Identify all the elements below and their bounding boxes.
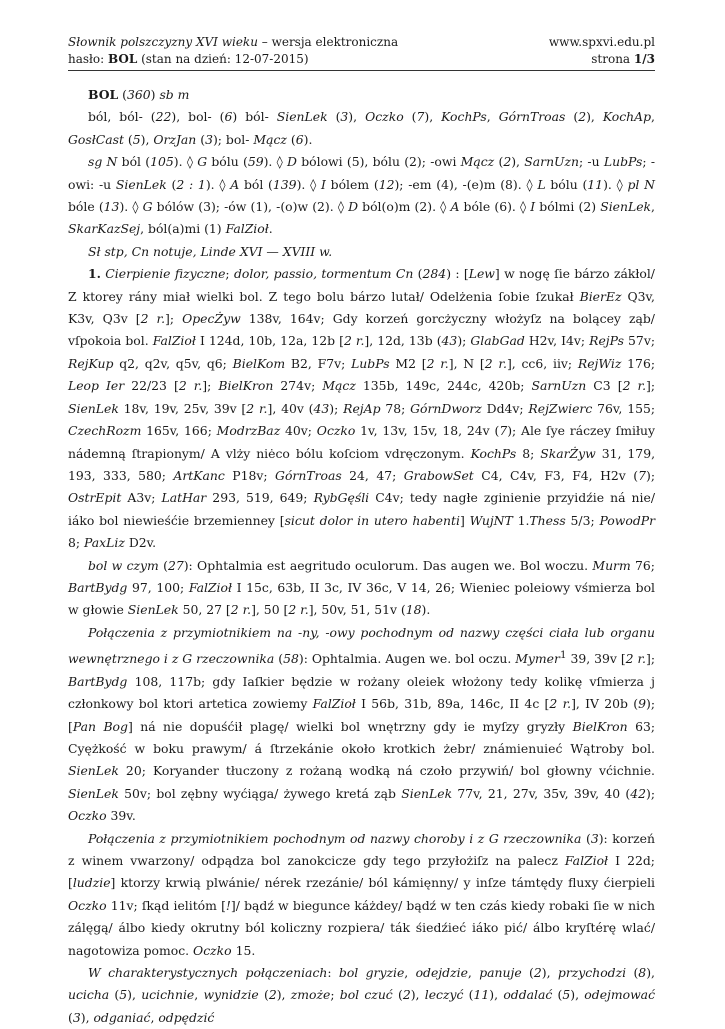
- entry-inflection: sg N ból (105). ◊ G bólu (59). ◊ D bólowi (5), bólu (2); -owi Mącz (2), SarnUzn; -u LubPs; -owi: -u SienLek (2 : 1). ◊ A ból (139). ◊ I bólem (12); -em (4), -(e)m (8). ◊ L bólu (11). ◊ pl N bóle (13). ◊ G bólów (3); -ów (1), -(o)w (2). ◊ D ból(o)m (2). ◊ A bóle (6). ◊ I bólmi (2) SienLek, SkarKazSej, ból(a)mi (1) FalZioł.: [68, 154, 656, 237]
- subentry-body-part-adjective: Połączenia z przymiotnikiem na -ny, -owy pochodnym od nazwy części ciała lub organu wewnętrznego i z G rzeczownika (58): Ophtalmia. Augen we. bol oczu. Mymer$^1$ 39, 39v [2 r.]; BartBydg 108, 117b; gdy Iaſkier będzie w rożany oleiek włożony tedy kolikę vſmierza j członkowy bol ktori artetica zowiemy FalZioł I 56b, 31b, 89a, 146c, II 4c [2 r.], IV 20b (9); [Pan Bog] ná nie dopuśćił plagę/ wielki bol wnętrzny gdy ie myſzy gryzły BielKron 63; Cyężkość w boku prawym/ á ſtrzekánie około krotkich żebr/ známienuieć Wątroby bol. SienLek 20; Koryander tłuczony z rożaną wodką ná czoło przywiń/ bol głowny vćichnie. SienLek 50v; bol zębny wyćiąga/ żywego kretá ząb SienLek 77v, 21, 27v, 35v, 39v, 40 (42); Oczko 39v.: [68, 624, 656, 824]
- subentry-collocations: W charakterystycznych połączeniach: bol gryzie, odejdzie, panuje (2), przychodzi (8), ucicha (5), ucichnie, wynidzie (2), zmoże; bol czuć (2), leczyć (11), oddalać (5), odejmować (3), odganiać, odpędzić: [68, 964, 656, 1025]
- entry-content: [68, 84, 655, 1029]
- header-divider: [68, 70, 655, 71]
- meaning-1: 1. Cierpienie fizyczne; dolor, passio, tormentum Cn (284) : [Lew] w nogę ſie bárzo zákłol/ Z ktorey rány miał wielki bol. Z tego bolu bárzo lutał/ Odelżenia ſobie ſzukał BierEz Q3v, K3v, Q3v [2 r.]; OpecŻyw 138v, 164v; Gdy korzeń gorcżyczny włożyſz na bolącey ząb/ vſpokoia bol. FalZioł I 124d, 10b, 12a, 12b [2 r.], 12d, 13b (43); GlabGad H2v, I4v; RejPs 57v; RejKup q2, q2v, q5v, q6; BielKom B2, F7v; LubPs M2 [2 r.], N [2 r.], cc6, iiv; RejWiz 176; Leop Ier 22/23 [2 r.]; BielKron 274v; Mącz 135b, 149c, 244c, 420b; SarnUzn C3 [2 r.]; SienLek 18v, 19v, 25v, 39v [2 r.], 40v (43); RejAp 78; GórnDworz Dd4v; RejZwierc 76v, 155; CzechRozm 165v, 166; ModrzBaz 40v; Oczko 1v, 13v, 15v, 18, 24v (7); Ale ſye ráczey ſmiłuy nádemną ſtrapionym/ A vlży niėco bólu koſciom vdręczonym. KochPs 8; SkarŻyw 31, 179, 193, 333, 580; ArtKanc P18v; GórnTroas 24, 47; GrabowSet C4, C4v, F3, F4, H2v (7); OstrEpit A3v; LatHar 293, 519, 649; RybGęśli C4v; tedy nagłe zginienie przyidźie ná nie/ iáko bol niewieśćie brzemienney [sicut dolor in utero habenti] WujNT 1.Thess 5/3; PowodPr 8; PaxLiz D2v.: [68, 266, 656, 551]
- page-header: [68, 34, 655, 68]
- dictionary-title: Słownik polszczyzny XVI wieku – wersja elektroniczna: [68, 35, 399, 49]
- page-indicator: strona 1/3: [591, 52, 655, 66]
- entry-sources: Sł stp, Cn notuje, Linde XVI — XVIII w.: [88, 243, 333, 259]
- subentry-disease-adjective: Połączenia z przymiotnikiem pochodnym od nazwy choroby i z G rzeczownika (3): korzeń z winem vwarzony/ odpądza bol zanokcicze gdy tego przyłożiſz na palecz FalZioł I 22d; [ludzie] ktorzy krwią plwánie/ nérek rzezánie/ ból kámięnny/ y inſze támtędy fluxy ćierpieli Oczko 11v; ſkąd ielitóm [!]/ bądź w biegunce káżdey/ bądź w ten czás kiedy robaki ſie w nich zálęgą/ álbo kiedy okrutny ból koliczny rozpiera/ ták śiedźieć iáko pić/ álbo kryſtérę wlać/ nagotowiza pomoc. Oczko 15.: [68, 830, 655, 958]
- entry-headword: BOL (360) sb m: [88, 87, 190, 102]
- header-row-1: [68, 34, 655, 51]
- website-link[interactable]: www.spxvi.edu.pl: [548, 35, 655, 49]
- entry-forms: ból, ból- (22), bol- (6) ból- SienLek (3), Oczko (7), KochPs, GórnTroas (2), KochAp, GosłCast (5), OrzJan (3); bol- Mącz (6).: [68, 109, 655, 147]
- header-row-2: [68, 51, 655, 68]
- subentry-bol-w-czym: bol w czym (27): Ophtalmia est aegritudo oculorum. Das augen we. Bol woczu. Murm 76; BartBydg 97, 100; FalZioł I 15c, 63b, II 3c, IV 36c, V 14, 26; Wieniec poleiowy vśmierza bol w głowie SienLek 50, 27 [2 r.], 50 [2 r.], 50v, 51, 51v (18).: [68, 557, 655, 618]
- entry-info: hasło: BOL (stan na dzień: 12-07-2015): [68, 52, 309, 66]
